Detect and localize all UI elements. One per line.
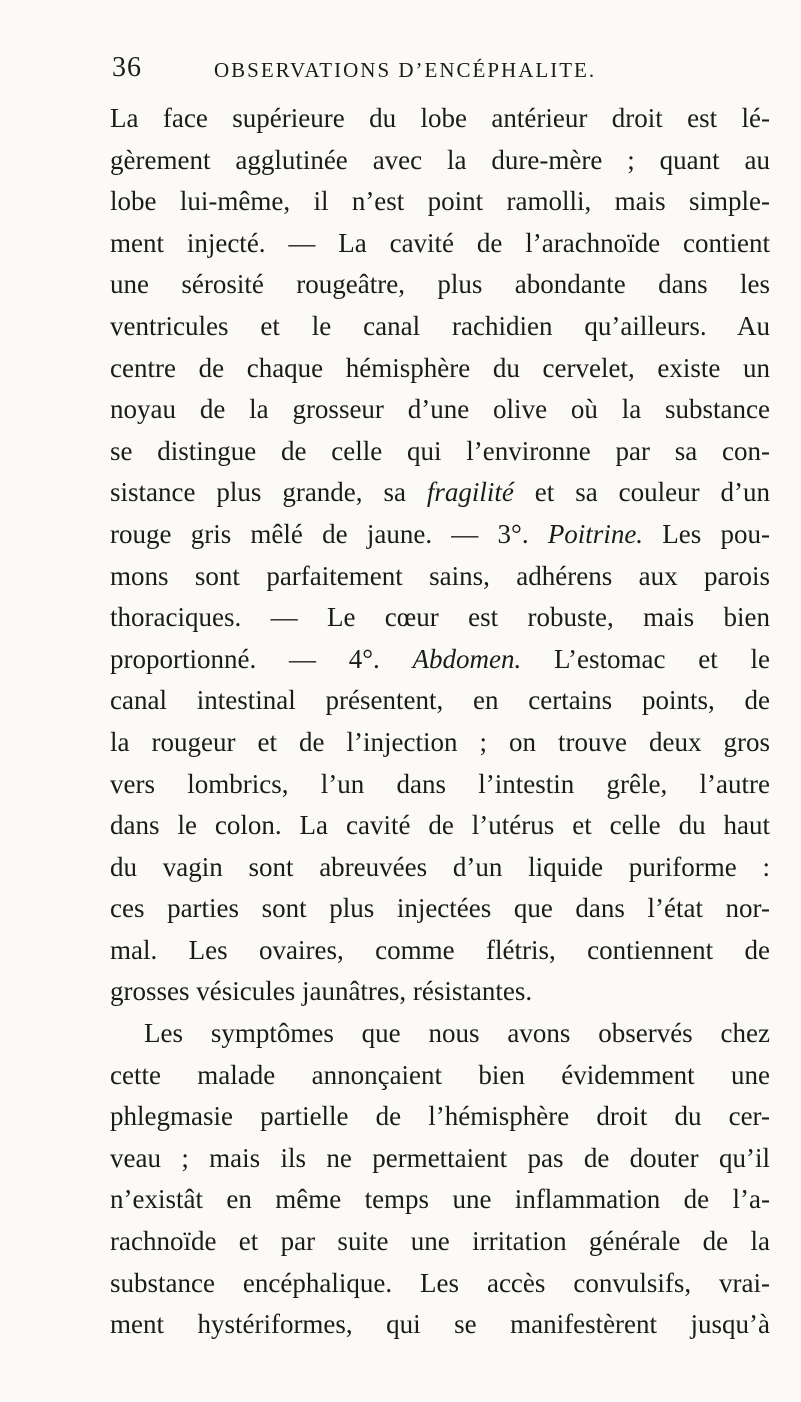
paragraph-start-line: Les symptômes que nous avons observés chez	[144, 1018, 770, 1049]
text-line: veau ; mais ils ne permettaient pas de douter qu’il	[110, 1142, 770, 1173]
line-text: Les pou-	[643, 518, 770, 549]
text-line: rachnoïde et par suite une irritation générale de la	[110, 1226, 770, 1257]
text-line: ment injecté. — La cavité de l’arachnoïde contient	[110, 227, 770, 258]
line-text: rouge gris mêlé de jaune. — 3°.	[110, 518, 548, 549]
line-text: sistance plus grande, sa	[110, 477, 427, 508]
text-line: centre de chaque hémisphère du cervelet, existe un	[110, 352, 770, 383]
text-line: ces parties sont plus injectées que dans l’état nor-	[110, 893, 770, 924]
text-line: La face supérieure du lobe antérieur droit est lé-	[110, 103, 770, 133]
line-text: et sa couleur d’un	[513, 477, 770, 508]
text-line: se distingue de celle qui l’environne par sa con-	[110, 435, 770, 466]
text-line: mal. Les ovaires, comme flétris, contiennent de	[110, 934, 770, 965]
text-line: phlegmasie partielle de l’hémisphère droit du cer-	[110, 1101, 770, 1132]
text-line	[110, 472, 770, 514]
text-line: thoraciques. — Le cœur est robuste, mais bien	[110, 602, 770, 633]
text-line: noyau de la grosseur d’une olive où la substance	[110, 394, 770, 425]
line-text: L’estomac et le	[521, 643, 770, 674]
text-line: lobe lui-même, il n’est point ramolli, mais simple-	[110, 186, 770, 217]
text-line: du vagin sont abreuvées d’un liquide puriforme :	[110, 851, 770, 882]
running-head: OBSERVATIONS D’ENCÉPHALITE.	[214, 58, 597, 82]
section-heading-abdomen: Abdomen.	[412, 643, 522, 674]
text-line: ment hystériformes, qui se manifestèrent jusqu’à	[110, 1309, 770, 1340]
section-heading-poitrine: Poitrine.	[547, 518, 644, 549]
text-line: vers lombrics, l’un dans l’intestin grêle, l’autre	[110, 768, 770, 799]
text-line: canal intestinal présentent, en certains points, de	[110, 685, 770, 716]
line-text: proportionné. — 4°.	[110, 643, 413, 674]
text-line: une sérosité rougeâtre, plus abondante dans les	[110, 269, 770, 300]
text-line	[110, 514, 770, 556]
page-number: 36	[112, 52, 142, 83]
text-line: grosses vésicules jaunâtres, résistantes.	[110, 976, 533, 1007]
text-line: cette malade annonçaient bien évidemment une	[110, 1059, 770, 1090]
text-line	[110, 639, 770, 681]
text-line: ventricules et le canal rachidien qu’ailleurs. Au	[110, 310, 770, 341]
body-text	[110, 98, 770, 1346]
text-line: gèrement agglutinée avec la dure-mère ; quant au	[110, 144, 770, 175]
text-line: dans le colon. La cavité de l’utérus et celle du haut	[110, 810, 770, 841]
text-line: la rougeur et de l’injection ; on trouve deux gros	[110, 726, 770, 757]
italic-term: fragilité	[426, 477, 514, 508]
text-line: mons sont parfaitement sains, adhérens aux parois	[110, 560, 770, 591]
page-header	[112, 52, 761, 84]
text-line: substance encéphalique. Les accès convulsifs, vrai-	[110, 1267, 770, 1298]
text-line: n’existât en même temps une inflammation de l’a-	[110, 1184, 770, 1215]
